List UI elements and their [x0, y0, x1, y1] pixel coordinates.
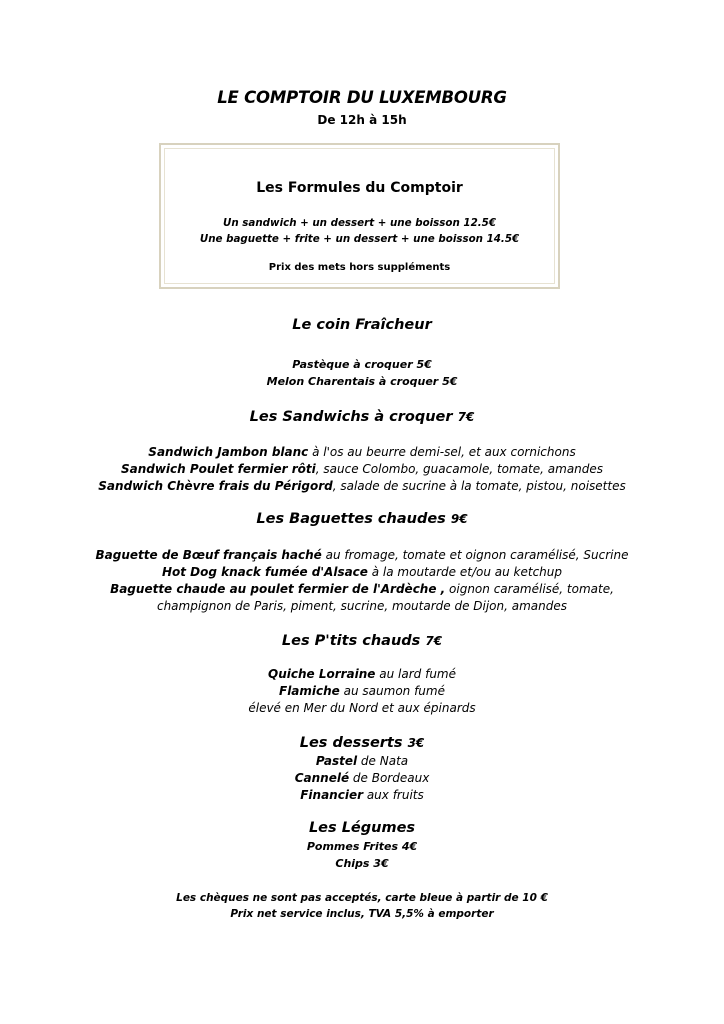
- section-price: 7€: [457, 410, 475, 424]
- item-desc-continuation: élevé en Mer du Nord et aux épinards: [248, 701, 476, 715]
- item-name: Cannelé: [294, 771, 350, 785]
- menu-item: [0, 771, 724, 785]
- item-name: Sandwich Chèvre frais du Périgord: [98, 479, 333, 493]
- menu-item: [0, 462, 724, 476]
- section-price: 7€: [425, 634, 443, 648]
- section-title-text: Les P'tits chauds: [281, 633, 421, 649]
- item-name: Financier: [300, 788, 364, 802]
- menu-item: [0, 667, 724, 681]
- formule-line: Une baguette + frite + un dessert + une boisson 14.5€: [199, 233, 520, 245]
- section-title-baguettes: [0, 511, 724, 527]
- item-name: Flamiche: [279, 684, 340, 698]
- menu-item: [0, 565, 724, 579]
- opening-hours: De 12h à 15h: [317, 113, 407, 127]
- item-desc: , sauce Colombo, guacamole, tomate, amandes: [315, 462, 604, 476]
- item-name: Baguette de Bœuf français haché: [95, 548, 322, 562]
- formules-title: Les Formules du Comptoir: [256, 180, 463, 196]
- item-name: Sandwich Poulet fermier rôti: [120, 462, 316, 476]
- menu-item: [0, 479, 724, 493]
- footer-line: Prix net service inclus, TVA 5,5% à emporter: [230, 908, 494, 920]
- section-title-sandwichs: [0, 409, 724, 425]
- section-title-text: Les Sandwichs à croquer: [249, 409, 453, 425]
- item-desc: à l'os au beurre demi-sel, et aux cornichons: [308, 445, 576, 459]
- menu-item: [0, 548, 724, 562]
- item-name: Sandwich Jambon blanc: [148, 445, 309, 459]
- menu-item: [0, 445, 724, 459]
- item-desc: au fromage, tomate et oignon caramélisé, Sucrine: [321, 548, 629, 562]
- item-desc: aux fruits: [363, 788, 424, 802]
- formules-note: Prix des mets hors suppléments: [268, 262, 451, 273]
- item-desc: à la moutarde et/ou au ketchup: [367, 565, 562, 579]
- item-desc: , salade de sucrine à la tomate, pistou, noisettes: [332, 479, 626, 493]
- footer-line: Les chèques ne sont pas acceptés, carte bleue à partir de 10 €: [176, 892, 548, 904]
- section-title-text: Les desserts: [299, 735, 403, 751]
- menu-item: Melon Charentais à croquer 5€: [266, 375, 458, 388]
- menu-item: Chips 3€: [335, 857, 389, 870]
- item-desc: au lard fumé: [375, 667, 456, 681]
- section-title-text: Les Baguettes chaudes: [256, 511, 446, 527]
- formule-line: Un sandwich + un dessert + une boisson 12.5€: [223, 217, 496, 229]
- item-name: Hot Dog knack fumée d'Alsace: [161, 565, 368, 579]
- menu-item: Pommes Frites 4€: [306, 840, 418, 853]
- menu-item: Pastèque à croquer 5€: [292, 358, 432, 371]
- section-price: 3€: [407, 736, 425, 750]
- item-desc: oignon caramélisé, tomate,: [445, 582, 614, 596]
- menu-item: [0, 754, 724, 768]
- menu-item: [0, 582, 724, 596]
- section-price: 9€: [450, 512, 468, 526]
- item-desc: au saumon fumé: [339, 684, 445, 698]
- item-name: Pastel: [315, 754, 358, 768]
- menu-item: [0, 788, 724, 802]
- section-title-desserts: [0, 735, 724, 751]
- item-desc: de Bordeaux: [349, 771, 430, 785]
- menu-item: [0, 684, 724, 698]
- page-title: LE COMPTOIR DU LUXEMBOURG: [217, 88, 507, 107]
- item-desc-continuation: champignon de Paris, piment, sucrine, moutarde de Dijon, amandes: [156, 599, 568, 613]
- section-title-legumes: Les Légumes: [308, 820, 416, 836]
- item-name: Baguette chaude au poulet fermier de l'Ardèche ,: [110, 582, 446, 596]
- item-desc: de Nata: [357, 754, 409, 768]
- formules-box: [159, 143, 560, 289]
- item-name: Quiche Lorraine: [268, 667, 376, 681]
- section-title-chauds: [0, 633, 724, 649]
- section-title-fraicheur: Le coin Fraîcheur: [292, 317, 432, 333]
